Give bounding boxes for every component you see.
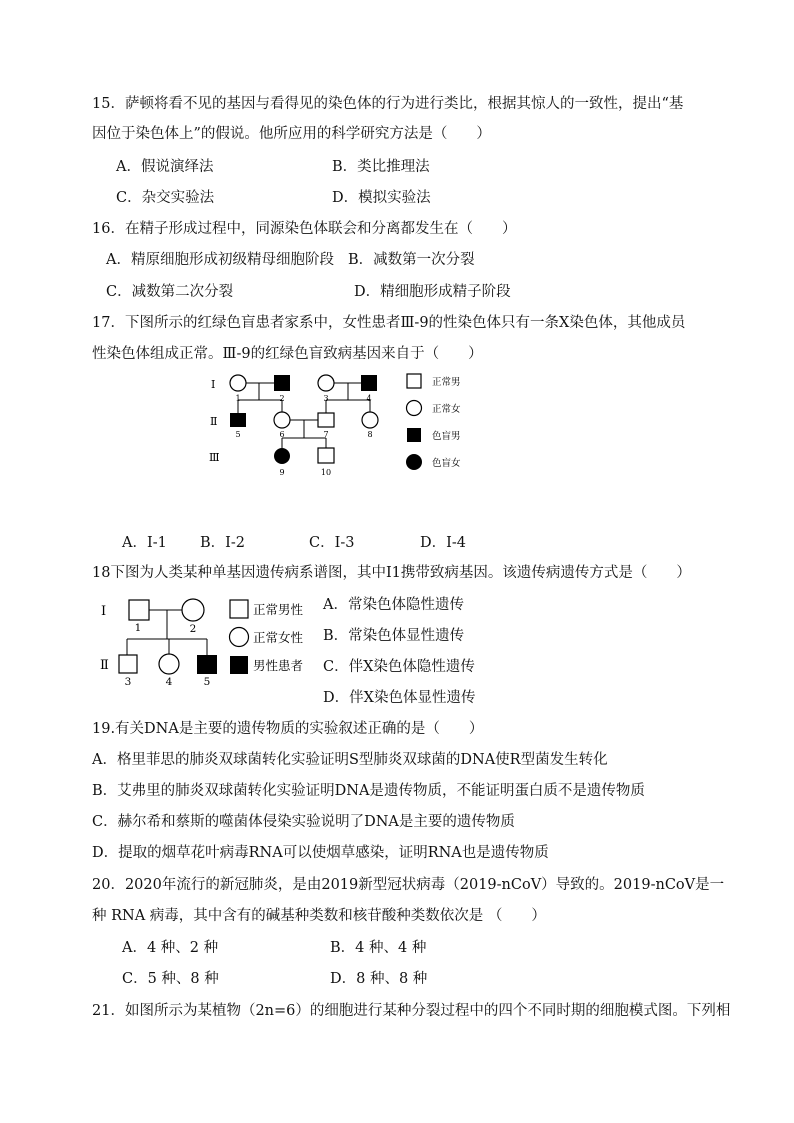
q20-option-b: B．4 种、4 种 bbox=[330, 940, 427, 956]
legend17-normal-male-label: 正常男 bbox=[432, 377, 461, 388]
q19-option-d: D．提取的烟草花叶病毒RNA可以使烟草感染，证明RNA也是遗传物质 bbox=[92, 845, 549, 861]
q15-stem-line1: 15．萨顿将看不见的基因与看得见的染色体的行为进行类比，根据其惊人的一致性，提出“基 bbox=[92, 96, 684, 112]
q17-option-c: C．Ⅰ-3 bbox=[309, 535, 355, 551]
q18-option-b: B．常染色体显性遗传 bbox=[323, 628, 465, 644]
q20-option-c: C．5 种、8 种 bbox=[122, 971, 219, 987]
q16-option-c: C．减数第二次分裂 bbox=[106, 284, 234, 300]
pedigree17-ii5-colorblind-male bbox=[230, 413, 246, 427]
pedigree18-id-3: 3 bbox=[124, 676, 132, 688]
pedigree17-id-10: 10 bbox=[320, 468, 332, 477]
q17-option-b: B．Ⅰ-2 bbox=[200, 535, 246, 551]
legend17-colorblind-female-label: 色盲女 bbox=[432, 458, 461, 469]
q20-stem-line1: 20．2020年流行的新冠肺炎，是由2019新型冠状病毒（2019-nCoV）导致的。2019-nCoV是一 bbox=[92, 877, 725, 893]
legend18-affected-male-icon bbox=[230, 656, 248, 674]
legend17-colorblind-male-icon bbox=[407, 428, 421, 442]
pedigree17-id-8: 8 bbox=[367, 430, 373, 439]
q15-stem-line2: 因位于染色体上”的假说。他所应用的科学研究方法是（ ） bbox=[92, 126, 491, 142]
q17-pedigree-figure bbox=[200, 368, 490, 488]
q17-option-a: A．Ⅰ-1 bbox=[122, 535, 167, 551]
pedigree17-iii9-colorblind-female bbox=[274, 448, 290, 464]
q15-option-c: C．杂交实验法 bbox=[116, 190, 215, 206]
pedigree17-id-6: 6 bbox=[279, 430, 285, 439]
q18-option-c: C．伴X染色体隐性遗传 bbox=[323, 659, 475, 675]
pedigree17-ii8-normal-female bbox=[362, 412, 378, 428]
pedigree17-gen-iii-label: Ⅲ bbox=[209, 451, 220, 464]
pedigree18-gen-i-label: Ⅰ bbox=[101, 604, 107, 619]
pedigree17-iii10-normal-male bbox=[318, 448, 334, 463]
legend18-normal-male-icon bbox=[230, 600, 248, 618]
q19-stem: 19.有关DNA是主要的遗传物质的实验叙述正确的是（ ） bbox=[92, 721, 484, 737]
q19-option-b: B．艾弗里的肺炎双球菌转化实验证明DNA是遗传物质，不能证明蛋白质不是遗传物质 bbox=[92, 783, 645, 799]
q16-option-b: B．减数第一次分裂 bbox=[348, 252, 475, 268]
legend18-normal-male-label: 正常男性 bbox=[253, 602, 304, 617]
legend17-colorblind-male-label: 色盲男 bbox=[432, 431, 461, 442]
q16-option-d: D．精细胞形成精子阶段 bbox=[354, 284, 511, 300]
legend17-colorblind-female-icon bbox=[406, 454, 422, 470]
q18-option-d: D．伴X染色体显性遗传 bbox=[323, 690, 476, 706]
legend17-normal-female-label: 正常女 bbox=[432, 404, 461, 415]
pedigree18-ii4-normal-female bbox=[159, 654, 179, 674]
q20-option-a: A．4 种、2 种 bbox=[122, 940, 219, 956]
q18-pedigree-figure bbox=[95, 592, 320, 692]
pedigree17-ii6-normal-female bbox=[274, 412, 290, 428]
pedigree18-id-2: 2 bbox=[189, 623, 197, 635]
q20-option-d: D．8 种、8 种 bbox=[330, 971, 428, 987]
q16-stem: 16．在精子形成过程中，同源染色体联会和分离都发生在（ ） bbox=[92, 221, 517, 237]
q21-stem-line1: 21．如图所示为某植物（2n=6）的细胞进行某种分裂过程中的四个不同时期的细胞模式图。下列相 bbox=[92, 1003, 731, 1019]
pedigree17-id-5: 5 bbox=[235, 430, 241, 439]
q17-stem-line2: 性染色体组成正常。Ⅲ-9的红绿色盲致病基因来自于（ ） bbox=[92, 346, 483, 362]
pedigree18-id-1: 1 bbox=[134, 622, 142, 634]
q20-stem-line2: 种 RNA 病毒，其中含有的碱基种类数和核苷酸种类数依次是 （ ） bbox=[92, 908, 546, 924]
legend17-normal-female-icon bbox=[407, 401, 422, 416]
legend18-normal-female-icon bbox=[230, 628, 249, 647]
pedigree17-id-3: 3 bbox=[323, 394, 329, 403]
q15-option-d: D．模拟实验法 bbox=[332, 190, 431, 206]
q15-option-b: B．类比推理法 bbox=[332, 159, 430, 175]
q16-option-a: A．精原细胞形成初级精母细胞阶段 bbox=[106, 252, 334, 268]
pedigree17-i1-normal-female bbox=[230, 375, 246, 391]
pedigree17-id-9: 9 bbox=[279, 468, 285, 477]
pedigree18-ii5-affected-male bbox=[197, 655, 217, 674]
legend18-normal-female-label: 正常女性 bbox=[253, 630, 304, 645]
q19-option-a: A．格里菲思的肺炎双球菌转化实验证明S型肺炎双球菌的DNA使R型菌发生转化 bbox=[92, 752, 608, 768]
pedigree17-i2-colorblind-male bbox=[274, 375, 290, 391]
pedigree17-id-2: 2 bbox=[279, 394, 285, 403]
pedigree18-id-4: 4 bbox=[165, 676, 173, 688]
pedigree17-id-4: 4 bbox=[366, 394, 372, 403]
pedigree18-gen-ii-label: Ⅱ bbox=[100, 658, 109, 673]
pedigree17-id-7: 7 bbox=[323, 430, 329, 439]
pedigree17-gen-i-label: Ⅰ bbox=[211, 378, 216, 391]
pedigree18-id-5: 5 bbox=[203, 676, 211, 688]
q19-option-c: C．赫尔希和蔡斯的噬菌体侵染实验说明了DNA是主要的遗传物质 bbox=[92, 814, 515, 830]
pedigree17-i4-colorblind-male bbox=[361, 375, 377, 391]
legend18-affected-male-label: 男性患者 bbox=[253, 658, 304, 673]
pedigree18-i1-normal-male bbox=[129, 600, 149, 620]
q17-stem-line1: 17．下图所示的红绿色盲患者家系中，女性患者Ⅲ-9的性染色体只有一条X染色体，其他成员 bbox=[92, 315, 686, 331]
q18-option-a: A．常染色体隐性遗传 bbox=[323, 597, 464, 613]
pedigree17-id-1: 1 bbox=[235, 394, 241, 403]
pedigree18-ii3-normal-male bbox=[119, 655, 137, 673]
pedigree18-i2-normal-female bbox=[182, 599, 204, 621]
pedigree17-i3-normal-female bbox=[318, 375, 334, 391]
legend17-normal-male-icon bbox=[407, 374, 421, 388]
pedigree17-ii7-normal-male bbox=[318, 413, 334, 427]
pedigree17-gen-ii-label: Ⅱ bbox=[210, 415, 218, 428]
q15-option-a: A．假说演绎法 bbox=[116, 159, 214, 175]
q17-option-d: D．Ⅰ-4 bbox=[420, 535, 466, 551]
q18-stem: 18下图为人类某种单基因遗传病系谱图，其中Ⅰ1携带致病基因。该遗传病遗传方式是（ ） bbox=[92, 565, 691, 581]
